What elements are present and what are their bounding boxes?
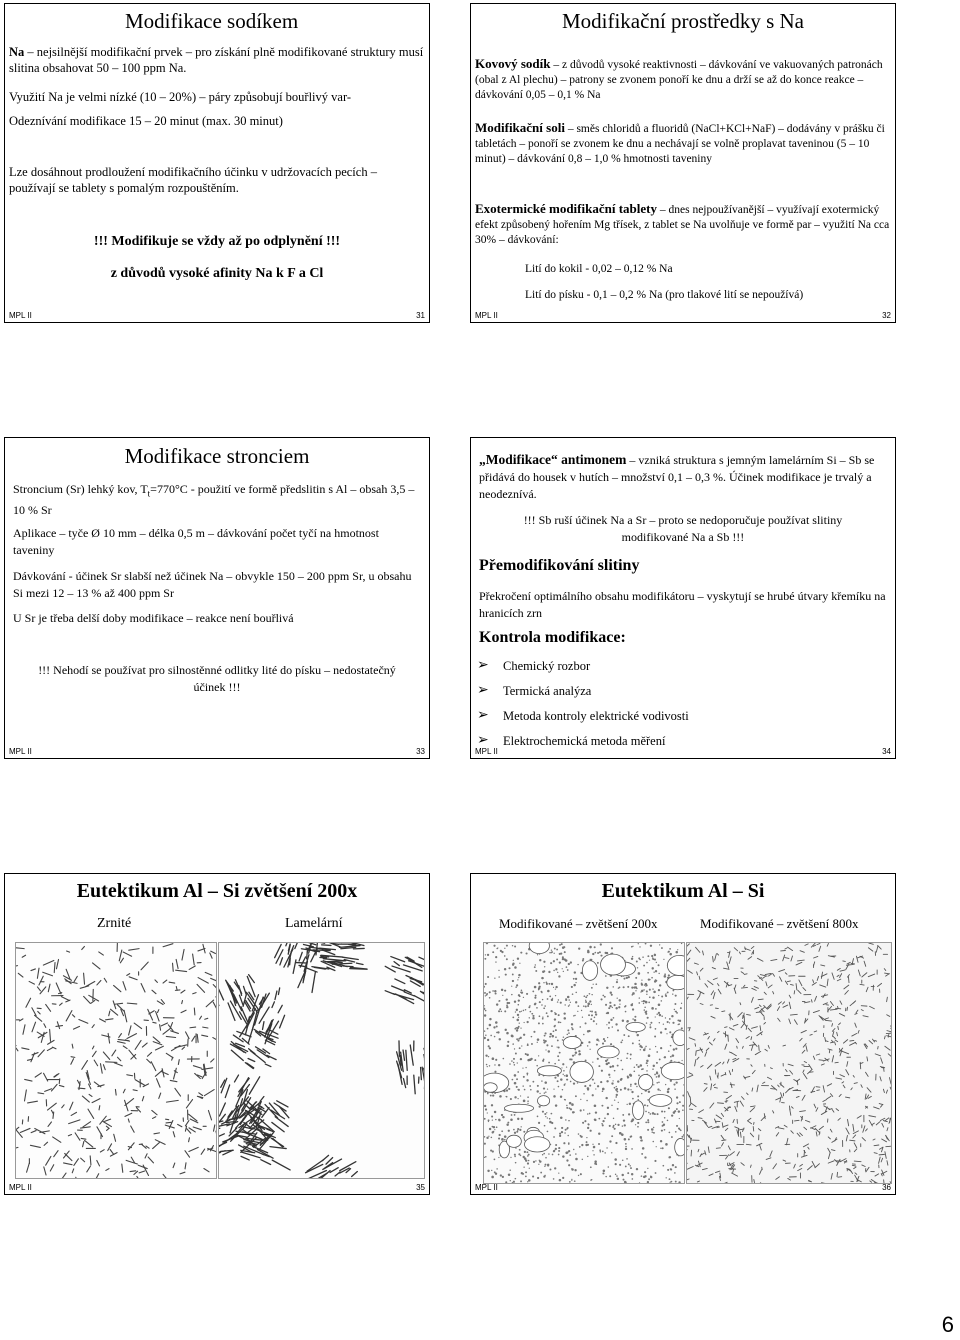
slide-31 [4,3,430,323]
warning-degassing: !!! Modifikuje se vždy až po odplynění !!! [93,234,341,249]
slide-number: 35 [416,1183,425,1192]
metal-sodium-text: – z důvodů vysoké reaktivnosti – dávkování ve vakuovaných patronách (obal z Al plechu) – patrony se zvonem ponoří ke dnu a drží se až do konce reakce – dávkování 0,05 – 0,1 % Na [475,59,883,101]
paragraph-sb-warning: !!! Sb ruší účinek Na a Sr – proto se nedoporučuje používat slitiny modifikované Na a Sb !!! [523,513,843,544]
control-method-item [477,658,689,683]
control-method-label: Chemický rozbor [503,659,591,673]
slide-title: Eutektikum Al – Si [601,880,765,902]
warning-affinity: z důvodů vysoké afinity Na k F a Cl [110,266,324,281]
footer-label: MPL II [9,747,32,756]
na-label: Na [9,45,25,59]
paragraph-extension: Lze dosáhnout prodloužení modifikačního účinku v udržovacích pecích – používají se tablety s pomalým rozpouštěním. [9,165,377,195]
paragraph-salts [475,120,893,167]
slide-title: Modifikační prostředky s Na [561,9,805,33]
slide-number: 32 [882,311,891,320]
metal-sodium-head: Kovový sodík [475,56,551,71]
slide-number: 36 [882,1183,891,1192]
micrograph-modified-200x-image [483,942,685,1184]
label-modified-200x: Modifikované – zvětšení 200x [499,916,658,931]
slide-title: Modifikace stronciem [124,444,310,468]
heading-overmodification: Přemodifikování slitiny [479,557,640,574]
paragraph-usage: Využití Na je velmi nízké (10 – 20%) – páry způsobují bouřlivý var- [9,90,352,104]
micrograph-modified-800x-image [686,942,892,1184]
slide-32 [470,3,896,323]
paragraph-tablets [475,201,893,248]
slide-36 [470,873,896,1195]
paragraph-application: Aplikace – tyče Ø 10 mm – délka 0,5 m – dávkování počet tyčí na hmotnost taveniny [13,526,379,557]
strontium-text-a: Stroncium (Sr) lehký kov, T [13,482,148,496]
salts-head: Modifikační soli [475,120,565,135]
label-granular: Zrnité [97,916,132,931]
footer-label: MPL II [475,311,498,320]
strontium-text-b: =770°C - použití ve formě předslitin s Al – obsah 3,5 – 10 % Sr [13,482,415,518]
control-method-item [477,708,689,733]
label-lamellar: Lamelární [285,916,343,931]
control-method-item [477,683,689,708]
micrograph-granular-image [15,942,217,1179]
arrow-bullet-icon: ➢ [477,683,489,698]
antimony-text: – vzniká struktura s jemným lamelárním Si – Sb se přidává do housek v hutích – množství 0,1 – 0,3 %. Účinek modifikace je trvalý a neodeznívá. [479,453,875,501]
footer-label: MPL II [475,1183,498,1192]
page-number: 6 [941,1312,954,1337]
arrow-bullet-icon: ➢ [477,733,489,748]
slide-33 [4,437,430,759]
arrow-bullet-icon: ➢ [477,708,489,723]
arrow-bullet-icon: ➢ [477,658,489,673]
na-text: – nejsilnější modifikační prvek – pro získání plně modifikované struktury musí slitina obsahovat 50 – 100 ppm Na. [9,45,424,75]
paragraph-strontium [13,481,423,519]
paragraph-overmodification: Překročení optimálního obsahu modifikátoru – vyskytují se hrubé útvary křemíku na hranicích zrn [479,589,886,620]
dosage-sand-casting: Lití do písku - 0,1 – 0,2 % Na (pro tlakové lití se nepoužívá) [525,289,804,301]
slide-number: 34 [882,747,891,756]
paragraph-na [9,44,424,76]
control-method-label: Termická analýza [503,684,592,698]
slide-title: Modifikace sodíkem [125,9,299,33]
slide-number: 31 [416,311,425,320]
footer-label: MPL II [9,311,32,320]
paragraph-duration: U Sr je třeba delší doby modifikace – reakce není bouřlivá [13,611,294,625]
paragraph-metal-sodium [475,56,893,103]
footer-label: MPL II [9,1183,32,1192]
micrograph-lamellar-image [218,942,425,1179]
tablets-head: Exotermické modifikační tablety [475,201,657,216]
paragraph-antimony [479,451,889,503]
control-method-list [477,658,689,758]
footer-label: MPL II [475,747,498,756]
dosage-chill-casting: Lití do kokil - 0,02 – 0,12 % Na [525,263,673,275]
strontium-subscript: t [147,488,151,499]
label-modified-800x: Modifikované – zvětšení 800x [700,916,859,931]
control-method-label: Metoda kontroly elektrické vodivosti [503,709,689,723]
paragraph-dosage: Dávkování - účinek Sr slabší než účinek Na – obvykle 150 – 200 ppm Sr, u obsahu Si mezi 12 – 13 % až 400 ppm Sr [13,569,412,600]
tablets-text: – dnes nejpoužívanější – využívají exotermický efekt způsobený hořením Mg třísek, z tablet se Na uvolňuje ve formě par – využití Na cca 30% – dávkování: [475,204,890,246]
slide-34 [470,437,896,759]
control-method-item [477,733,689,758]
slide-title: Eutektikum Al – Si zvětšení 200x [76,880,358,902]
paragraph-fade: Odeznívání modifikace 15 – 20 minut (max. 30 minut) [9,114,283,128]
control-method-label: Elektrochemická metoda měření [503,734,666,748]
salts-text: – směs chloridů a fluoridů (NaCl+KCl+NaF) – dodávány v prášku či tabletách – ponoří se zvonem ke dnu a nechávají se volně proplavat taveninou (5 – 10 minut) – dávkování 0,8 – 1,0 % hmotnosti taveniny [475,123,885,165]
slide-35 [4,873,430,1195]
heading-control: Kontrola modifikace: [479,629,626,646]
antimony-head: „Modifikace“ antimonem [479,452,627,467]
slide-number: 33 [416,747,425,756]
paragraph-warning: !!! Nehodí se používat pro silnostěnné odlitky lité do písku – nedostatečný účinek !!! [38,663,396,694]
